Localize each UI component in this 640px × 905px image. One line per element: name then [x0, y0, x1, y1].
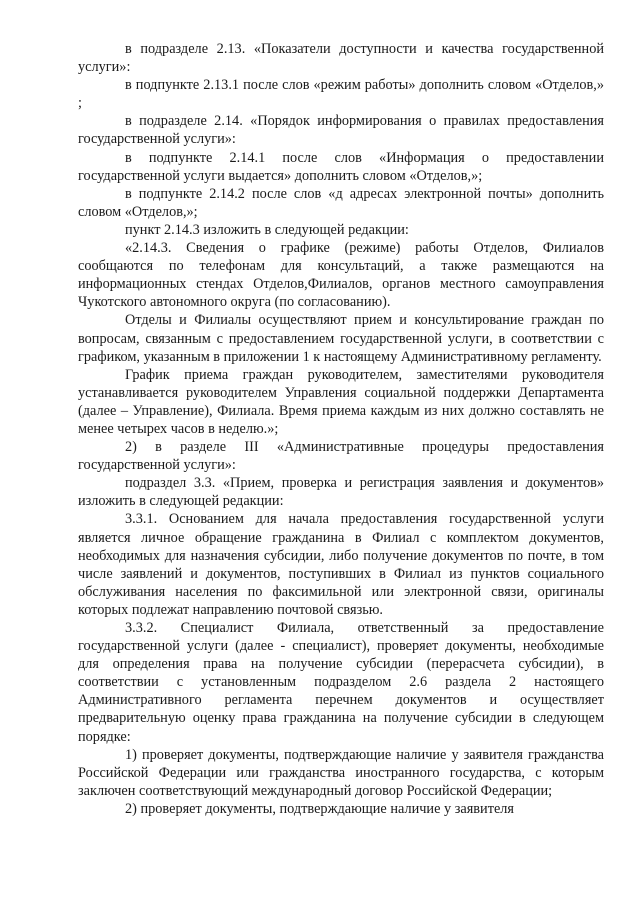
paragraph-2-13-1: в подпункте 2.13.1 после слов «режим работы» дополнить словом «Отделов,» ; — [78, 77, 604, 112]
paragraph-3-3-1: 3.3.1. Основанием для начала предоставления государственной услуги является личное обращение гражданина в Филиал с комплектом документов, необходимых для назначения субсидии, либо получение документов по почте, в том числе заявлений и документов, поступивших в Филиал из пунктов социального обслуживания населения по факсимильной или электронной связи, оригиналы которых подлежат направлению почтовой связью. — [78, 511, 604, 618]
list-item-1: 1) проверяет документы, подтверждающие наличие у заявителя гражданства Российской Федерации или гражданства иностранного государства, с которым заключен соответствующий международный договор Российской Федерации; — [78, 746, 604, 799]
paragraph-2-13-heading: в подразделе 2.13. «Показатели доступности и качества государственной услуги»: — [78, 41, 604, 76]
paragraph-2-14-1: в подпункте 2.14.1 после слов «Информация о предоставлении государственной услуги выдается» дополнить словом «Отделов,»; — [78, 149, 604, 184]
paragraph-reception-schedule: График приема граждан руководителем, заместителями руководителя устанавливается руководителем Управления социальной поддержки Департамента (далее – Управление), Филиала. Время приема каждым из них должно составлять не менее четырех часов в неделю.»; — [78, 366, 604, 437]
paragraph-reception-consulting: Отделы и Филиалы осуществляют прием и консультирование граждан по вопросам, связанным с предоставлением государственной услуги, в соответствии с графиком, указанным в приложении 1 к настоящему Административному регламенту. — [78, 312, 604, 365]
list-item-2: 2) проверяет документы, подтверждающие наличие у заявителя — [125, 800, 515, 817]
paragraph-2-14-2: в подпункте 2.14.2 после слов «д адресах электронной почты» дополнить словом «Отделов,»; — [78, 185, 604, 220]
paragraph-3-3-2: 3.3.2. Специалист Филиала, ответственный за предоставление государственной услуги (далее - специалист), проверяет документы, необходимые для определения права на получение субсидии (перерасчета субсидии), в соответствии с установленным подразделом 2.6 раздела 2 настоящего Административного регламента перечнем документов и осуществляет предварительную оценку права гражданина на получение субсидии в следующем порядке: — [78, 620, 604, 745]
paragraph-3-3-intro: подраздел 3.3. «Прием, проверка и регистрация заявления и документов» изложить в следующей редакции: — [78, 475, 604, 510]
paragraph-2-14-heading: в подразделе 2.14. «Порядок информирования о правилах предоставления государственной услуги»: — [78, 113, 604, 148]
paragraph-2-14-3-text: «2.14.3. Сведения о графике (режиме) работы Отделов, Филиалов сообщаются по телефонам для консультаций, а также размещаются на информационных стендах Отделов,Филиалов, органов местного самоуправления Чукотского автономного округа (по согласованию). — [78, 240, 604, 311]
paragraph-section-iii: 2) в разделе III «Административные процедуры предоставления государственной услуги»: — [78, 439, 604, 474]
paragraph-2-14-3-intro: пункт 2.14.3 изложить в следующей редакции: — [125, 221, 409, 238]
document-body — [78, 40, 604, 818]
